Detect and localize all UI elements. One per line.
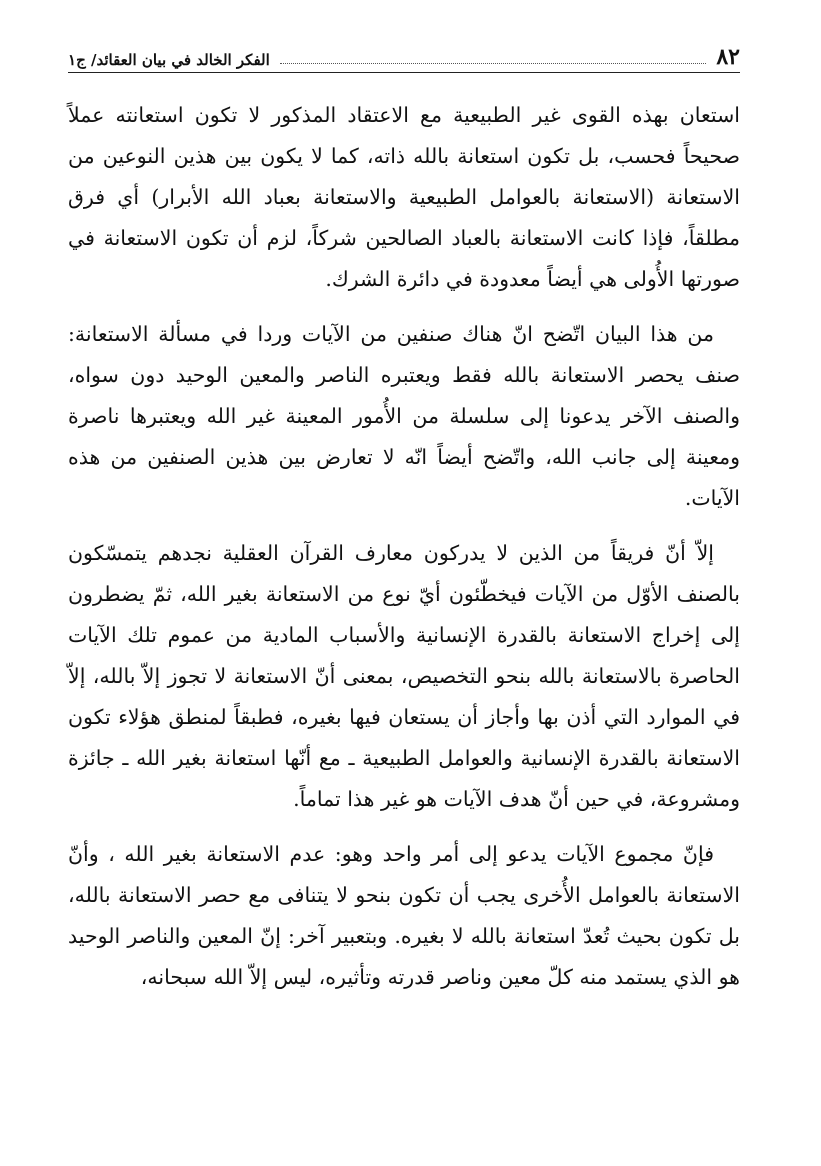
document-page	[68, 38, 740, 1138]
header-dotted-leader	[280, 62, 707, 64]
paragraph: إلاّ أنّ فريقاً من الذين لا يدركون معارف القرآن العقلية نجدهم يتمسّكون بالصنف الأوّل من الآيات فيخطّئون أيّ نوع من الاستعانة بغير الله، ثمّ يضطرون إلى إخراج الاستعانة بالقدرة الإنسانية والأسباب المادية من عموم تلك الآيات الحاصرة بالاستعانة بالله بنحو التخصيص، بمعنى أنّ الاستعانة لا تجوز إلاّ بالله، إلاّ في الموارد التي أذن بها وأجاز أن يستعان فيها بغيره، فطبقاً لمنطق هؤلاء تكون الاستعانة بالقدرة الإنسانية والعوامل الطبيعية ـ مع أنّها استعانة بغير الله ـ جائزة ومشروعة، في حين أنّ هدف الآيات هو غير هذا تماماً.	[68, 541, 740, 811]
body-text	[68, 95, 740, 998]
paragraph: فإنّ مجموع الآيات يدعو إلى أمر واحد وهو: عدم الاستعانة بغير الله ، وأنّ الاستعانة بالعوامل الأُخرى يجب أن تكون بنحو لا يتنافى مع حصر الاستعانة بالله، بل تكون بحيث تُعدّ استعانة بالله لا بغيره. وبتعبير آخر: إنّ المعين والناصر الوحيد هو الذي يستمد منه كلّ معين وناصر قدرته وتأثيره، ليس إلاّ الله سبحانه،	[68, 842, 740, 989]
page-number: ٨٢	[716, 44, 740, 70]
running-title: الفكر الخالد في بيان العقائد/ ج١	[68, 51, 270, 69]
paragraph: استعان بهذه القوى غير الطبيعية مع الاعتقاد المذكور لا تكون استعانته عملاً صحيحاً فحسب، بل تكون استعانة بالله ذاته، كما لا يكون بين هذين النوعين من الاستعانة (الاستعانة بالعوامل الطبيعية والاستعانة بعباد الله الأبرار) أي فرق مطلقاً، فإذا كانت الاستعانة بالعباد الصالحين شركاً، لزم أن تكون الاستعانة في صورتها الأُولى هي أيضاً معدودة في دائرة الشرك.	[68, 103, 740, 291]
running-header	[68, 38, 740, 73]
paragraph: من هذا البيان اتّضح انّ هناك صنفين من الآيات وردا في مسألة الاستعانة: صنف يحصر الاستعانة بالله فقط ويعتبره الناصر والمعين الوحيد دون سواه، والصنف الآخر يدعونا إلى سلسلة من الأُمور المعينة غير الله ويعتبرها ناصرة ومعينة إلى جانب الله، واتّضح أيضاً انّه لا تعارض بين هذين الصنفين من هذه الآيات.	[68, 322, 740, 510]
